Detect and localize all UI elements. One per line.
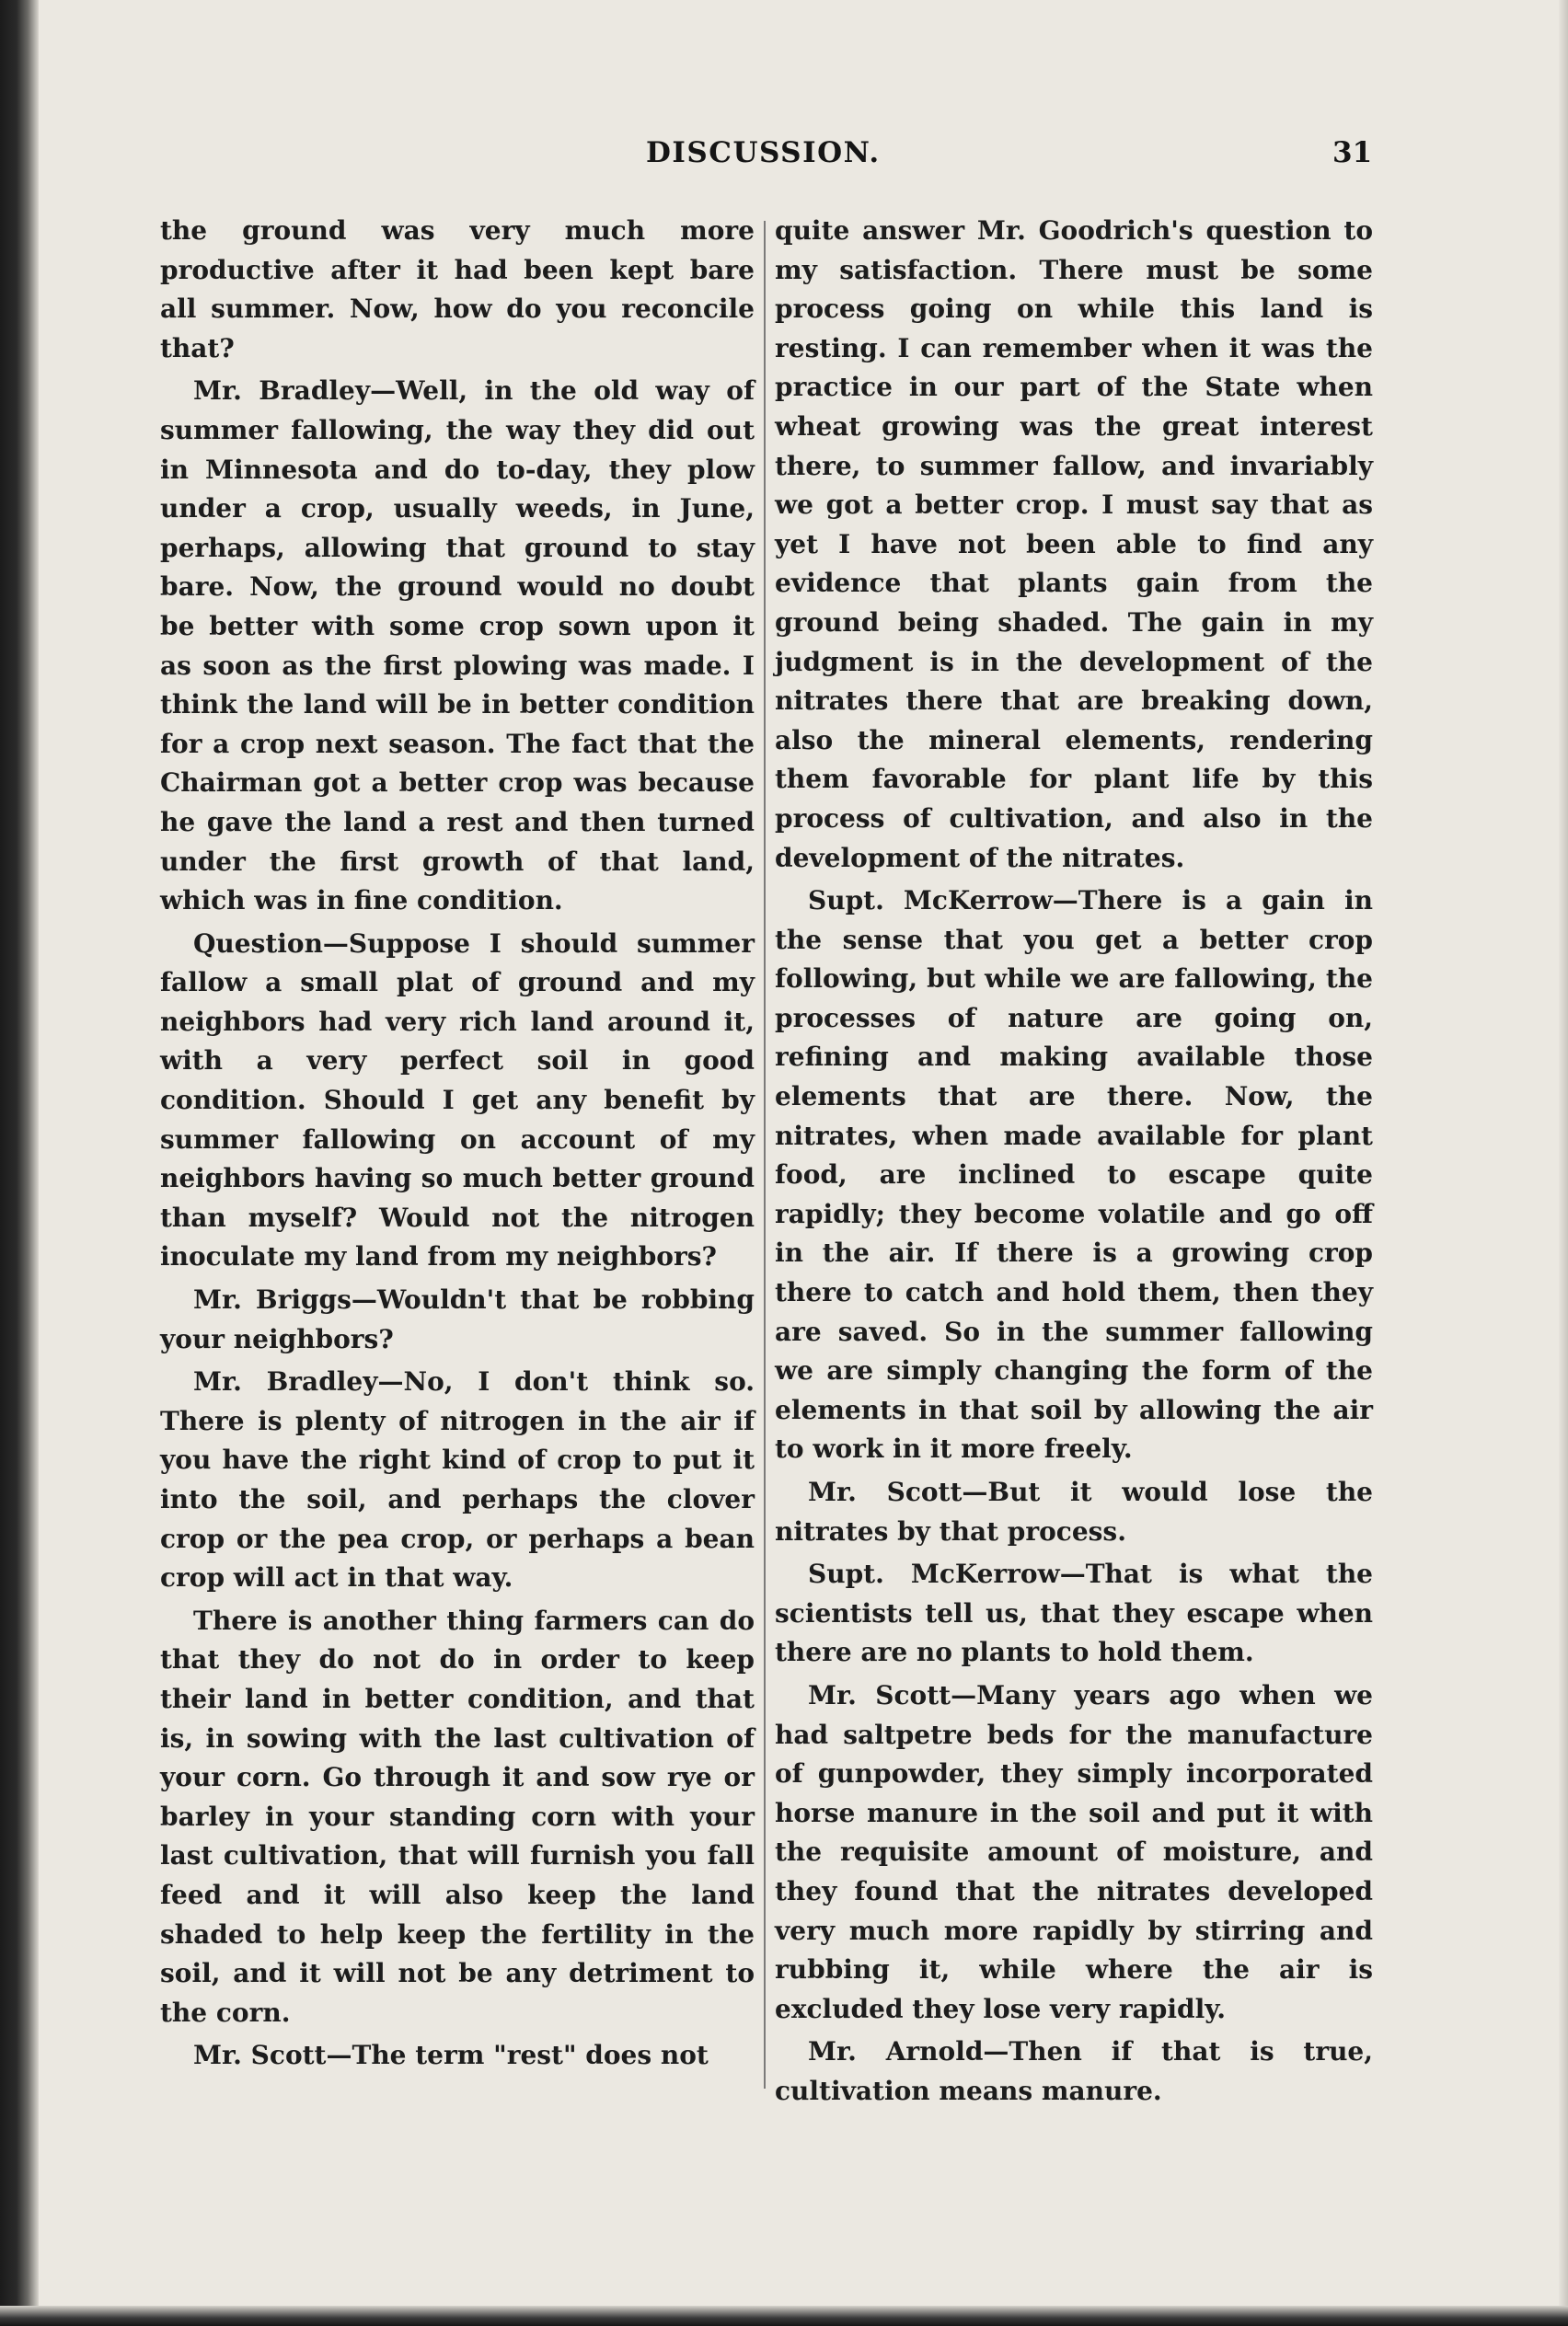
paragraph: Mr. Arnold—Then if that is true, cultivation means manure. [775,2036,1373,2106]
running-title: DISCUSSION. [646,136,881,169]
paragraph: Mr. Scott—But it would lose the nitrates by that process. [775,1477,1373,1547]
paragraph: Mr. Bradley—No, I don't think so. There is plenty of nitrogen in the air if you have the right kind of crop to put it into the soil, and perhaps the clover crop or the pea crop, or perhaps a bean crop will act in that way. [160,1366,755,1594]
paragraph: There is another thing farmers can do that they do not do in order to keep their land in better condition, and that is, in sowing with the last cultivation of your corn. Go through it and sow rye or barley in your standing corn with your last cultivation, that will furnish you fall feed and it will also keep the land shaded to help keep the fertility in the soil, and it will not be any detriment to the corn. [160,1605,755,2028]
paragraph: Question—Suppose I should summer fallow a small plat of ground and my neighbors had very rich land around it, with a very perfect soil in good condition. Should I get any benefit by summer fallowing on account of my neighbors having so much better ground than myself? Would not the nitrogen inoculate my land from my neighbors? [160,927,755,1272]
paragraph: Mr. Scott—Many years ago when we had saltpetre beds for the manufacture of gunpowder, they simply incorporated horse manure in the soil and put it with the requisite amount of moisture, and they found that the nitrates developed very much more rapidly by stirring and rubbing it, while where the air is excluded they lose very rapidly. [775,1679,1373,2024]
paragraph: the ground was very much more productive after it had been kept bare all summer. Now, how do you reconcile that? [160,215,755,363]
left-column [160,212,755,2079]
page-bottom-edge [0,2306,1568,2326]
column-divider [764,221,766,2089]
book-spine-shadow [0,0,39,2326]
paragraph: Supt. McKerrow—That is what the scientists tell us, that they escape when there are no plants to hold them. [775,1559,1373,1668]
running-header [0,136,1568,180]
paragraph: quite answer Mr. Goodrich's question to my satisfaction. There must be some process going on while this land is resting. I can remember when it was the practice in our part of the State when wheat growing was the great interest there, to summer fallow, and invariably we got a better crop. I must say that as yet I have not been able to find any evidence that plants gain from the ground being shaded. The gain in my judgment is in the development of the nitrates there that are breaking down, also the mineral elements, rendering them favorable for plant life by this process of cultivation, and also in the development of the nitrates. [775,215,1373,873]
paragraph: Mr. Bradley—Well, in the old way of summer fallowing, the way they did out in Minnesota and do to-day, they plow under a crop, usually weeds, in June, perhaps, allowing that ground to stay bare. Now, the ground would no doubt be better with some crop sown upon it as soon as the first plowing was made. I think the land will be in better condition for a crop next season. The fact that the Chairman got a better crop was because he gave the land a rest and then turned under the first growth of that land, which was in fine condition. [160,375,755,916]
right-column [775,212,1373,2115]
paragraph: Supt. McKerrow—There is a gain in the sense that you get a better crop following, but while we are fallowing, the processes of nature are going on, refining and making available those elements that are there. Now, the nitrates, when made available for plant food, are inclined to escape quite rapidly; they become volatile and go off in the air. If there is a growing crop there to catch and hold them, then they are saved. So in the summer fallowing we are simply changing the form of the elements in that soil by allowing the air to work in it more freely. [775,885,1373,1465]
paragraph: Mr. Scott—The term "rest" does not [193,2040,709,2071]
page-right-edge [1559,0,1568,2326]
paragraph: Mr. Briggs—Wouldn't that be robbing your neighbors? [160,1284,755,1354]
page-number: 31 [1332,136,1373,169]
